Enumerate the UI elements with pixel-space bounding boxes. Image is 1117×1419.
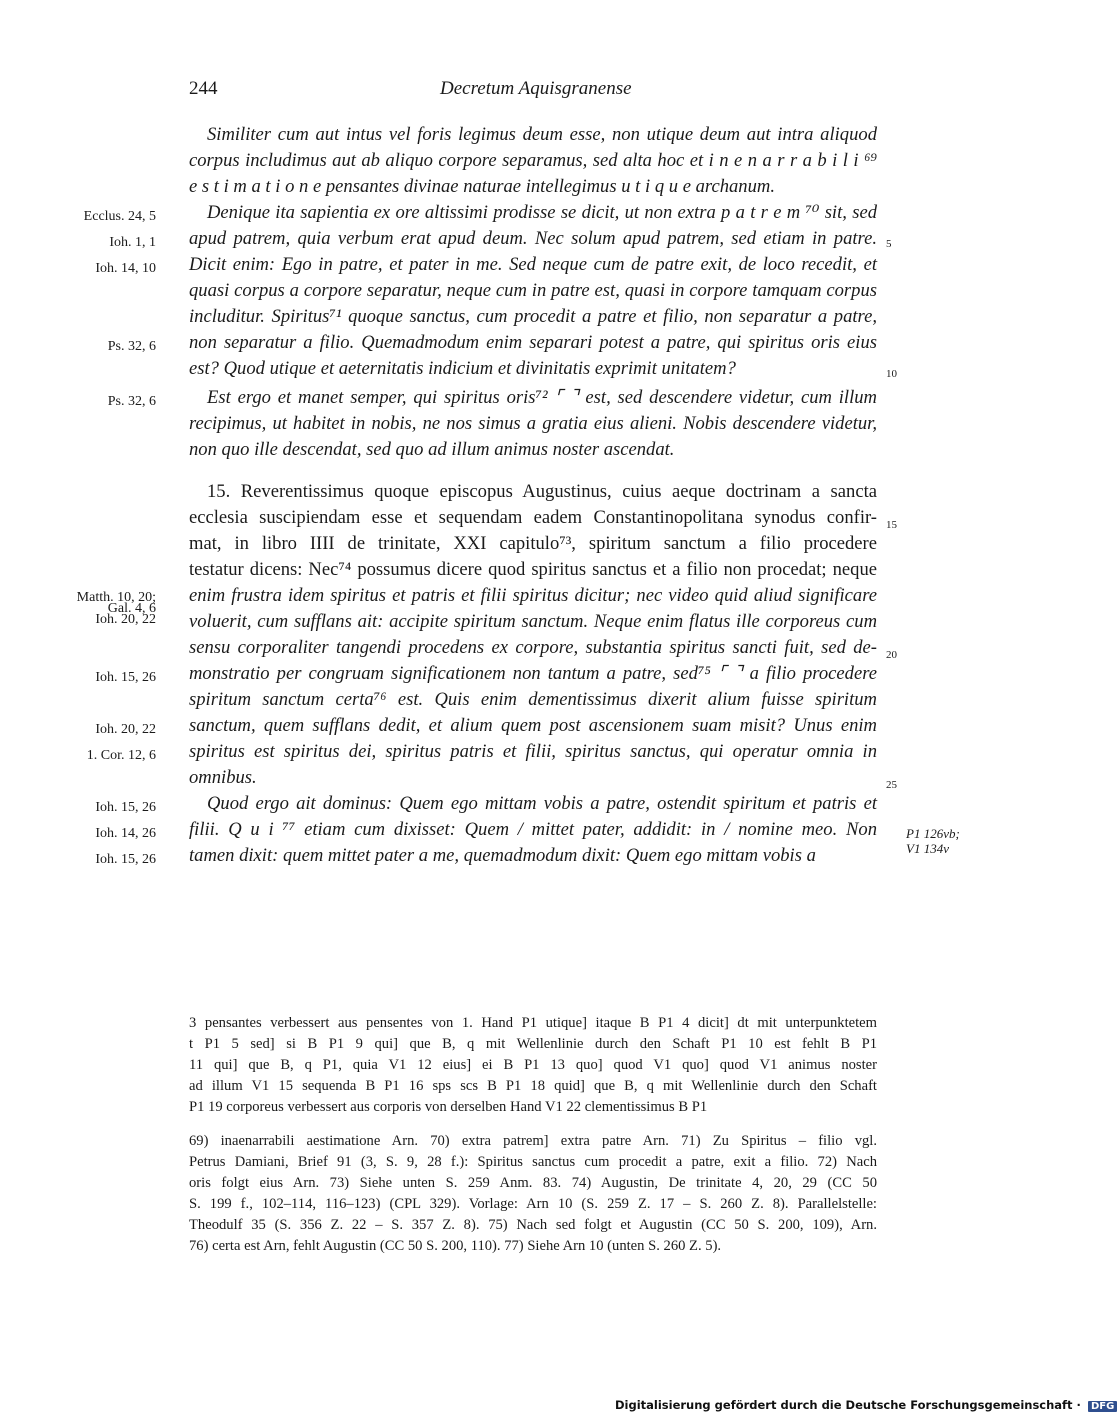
text-line: Similiter cum aut intus vel foris legimus deum esse, non utique deum aut intra aliquod <box>207 124 877 145</box>
apparatus-line: P1 19 corporeus verbessert aus corporis von derselben Hand V1 22 clementissimus B P1 <box>189 1099 708 1115</box>
folio-reference: V1 134v <box>906 841 949 856</box>
text-line: Denique ita sapientia ex ore altissimi prodisse se dicit, ut non extra p a t r e m ⁷⁰ sit, sed <box>207 202 877 223</box>
text-line: Est ergo et manet semper, qui spiritus oris⁷² ⌜ ⌝ est, sed descendere videtur, cum illum <box>207 387 877 408</box>
text-line: spiritum sanctum certa⁷⁶ est. Quis enim dementissimus dixerit alium fuisse spiritum <box>189 689 877 710</box>
text-line: recipimus, ut habitet in nobis, ne nos simus a gratia eius alieni. Nobis descendere videtur, <box>189 413 877 434</box>
dfg-credit-text: Digitalisierung gefördert durch die Deutsche Forschungsgemeinschaft · <box>615 1398 1081 1412</box>
text-line: sanctum, quem sufflans dedit, et alium quem post ascensionem suam misit? Unus enim <box>189 715 877 736</box>
source-note-line: oris folgt eius Arn. 73) Siehe unten S. 259 Anm. 83. 74) Augustin, De trinitate 4, 20, 29 (CC 50 <box>189 1175 877 1191</box>
scripture-reference: 1. Cor. 12, 6 <box>86 748 156 763</box>
apparatus-line: 11 qui] que B, q P1, quia V1 12 eius] ei B P1 13 quo] quod V1 quo] quod V1 animus noster <box>189 1057 877 1073</box>
text-line: quasi corpus a corpore separatur, neque cum in patre est, quasi in corpore tamquam corpus <box>189 280 877 301</box>
scripture-reference: Ioh. 20, 22 <box>95 612 156 627</box>
text-line: apud patrem, quia verbum erat apud deum. Nec solum apud patrem, sed etiam in patre. <box>189 228 877 249</box>
text-line: 15. Reverentissimus quoque episcopus Augustinus, cuius aeque doctrinam a sancta <box>207 481 877 502</box>
scripture-reference: Ioh. 15, 26 <box>95 852 156 867</box>
scripture-reference: Gal. 4, 6 <box>107 601 156 616</box>
source-note-line: 76) certa est Arn, fehlt Augustin (CC 50 S. 200, 110). 77) Siehe Arn 10 (unten S. 260 Z. 5). <box>189 1238 722 1254</box>
text-line: Dicit enim: Ego in patre, et pater in me. Sed neque cum de patre exit, de loco recedit, et <box>189 254 877 275</box>
scripture-reference: Ioh. 15, 26 <box>95 800 156 815</box>
dfg-logo: DFG <box>1088 1401 1117 1412</box>
text-line: testatur dicens: Nec⁷⁴ possumus dicere quod spiritus sanctus et a filio non procedat; neque <box>189 559 877 580</box>
source-note-line: 69) inaenarrabili aestimatione Arn. 70) extra patrem] extra patre Arn. 71) Zu Spiritus – filio vgl. <box>189 1133 877 1149</box>
scripture-reference: Matth. 10, 20; <box>76 590 156 605</box>
text-line: ecclesia suscipiendam esse et sequendam eadem Constantinopolitana synodus confir- <box>189 507 877 528</box>
text-line: non quo ille descendat, sed quo ad illum animus noster ascendat. <box>189 439 675 460</box>
apparatus-line: ad illum V1 15 sequenda B P1 16 sps scs B P1 18 quid] que B, q mit Wellenlinie durch den Schaft <box>189 1078 877 1094</box>
text-line: includitur. Spiritus⁷¹ quoque sanctus, cum procedit a patre et filio, non separatur a patre, <box>189 306 877 327</box>
page-number: 244 <box>189 78 218 99</box>
line-number: 10 <box>886 368 897 380</box>
text-line: Quod ergo ait dominus: Quem ego mittam vobis a patre, ostendit spiritum et patris et <box>207 793 877 814</box>
scripture-reference: Ioh. 1, 1 <box>109 235 156 250</box>
text-line: corpus includimus aut ab aliquo corpore separamus, sed alta hoc et i n e n a r r a b i l i ⁶⁹ <box>189 150 877 171</box>
scripture-reference: Ioh. 20, 22 <box>95 722 156 737</box>
scripture-reference: Ioh. 15, 26 <box>95 670 156 685</box>
line-number: 15 <box>886 519 897 531</box>
text-line: sensu corporaliter tangendi procedens ex corpore, substantia spiritus sancti fuit, sed de- <box>189 637 877 658</box>
text-line: mat, in libro IIII de trinitate, XXI capitulo⁷³, spiritum sanctum a filio procedere <box>189 533 877 554</box>
scripture-reference: Ecclus. 24, 5 <box>83 209 156 224</box>
text-line: enim frustra idem spiritus et patris et filii spiritus dicitur; nec video quid aliud significare <box>189 585 877 606</box>
scripture-reference: Ioh. 14, 10 <box>95 261 156 276</box>
line-number: 25 <box>886 779 897 791</box>
text-line: spiritus est spiritus dei, spiritus patris et filii, spiritus sanctus, qui operatur omnia in <box>189 741 877 762</box>
source-note-line: S. 199 f., 102–114, 116–123) (CPL 329). Vorlage: Arn 10 (S. 259 Z. 17 – S. 260 Z. 8). Parallelstelle: <box>189 1196 877 1212</box>
running-title: Decretum Aquisgranense <box>440 78 632 99</box>
text-line: voluerit, cum sufflans ait: accipite spiritum sanctum. Neque enim flatus ille corporeus cum <box>189 611 877 632</box>
text-line: omnibus. <box>189 767 257 788</box>
text-line: tamen dixit: quem mittet pater a me, quemadmodum dixit: Quem ego mittam vobis a <box>189 845 816 866</box>
line-number: 5 <box>886 238 892 250</box>
text-line: e s t i m a t i o n e pensantes divinae naturae intellegimus u t i q u e archanum. <box>189 176 775 197</box>
source-note-line: Theodulf 35 (S. 356 Z. 22 – S. 357 Z. 8). 75) Nach sed folgt et Augustin (CC 50 S. 200, 109), Arn. <box>189 1217 877 1233</box>
scripture-reference: Ps. 32, 6 <box>107 394 156 409</box>
text-line: filii. Q u i ⁷⁷ etiam cum dixisset: Quem / mittet pater, addidit: in / nomine meo. Non <box>189 819 877 840</box>
scripture-reference: Ioh. 14, 26 <box>95 826 156 841</box>
text-line: est? Quod utique et aeternitatis indicium et divinitatis exprimit unitatem? <box>189 358 736 379</box>
dfg-credit <box>615 1398 1117 1412</box>
text-line: non separatur a filio. Quemadmodum enim separari potest a patre, qui spiritus oris eius <box>189 332 877 353</box>
apparatus-line: t P1 5 sed] si B P1 9 qui] que B, q mit Wellenlinie durch den Schaft P1 10 est fehlt B P1 <box>189 1036 877 1052</box>
source-note-line: Petrus Damiani, Brief 91 (3, S. 9, 28 f.): Spiritus sanctus cum procedit a patre, exit a filio. 72) Nach <box>189 1154 877 1170</box>
scripture-reference: Ps. 32, 6 <box>107 339 156 354</box>
folio-reference: P1 126vb; <box>906 826 960 841</box>
apparatus-line: 3 pensantes verbessert aus pensentes von 1. Hand P1 utique] itaque B P1 4 dicit] dt mit unterpunktetem <box>189 1015 877 1031</box>
line-number: 20 <box>886 649 897 661</box>
text-line: monstratio per congruam significationem non tantum a patre, sed⁷⁵ ⌜ ⌝ a filio procedere <box>189 663 877 684</box>
